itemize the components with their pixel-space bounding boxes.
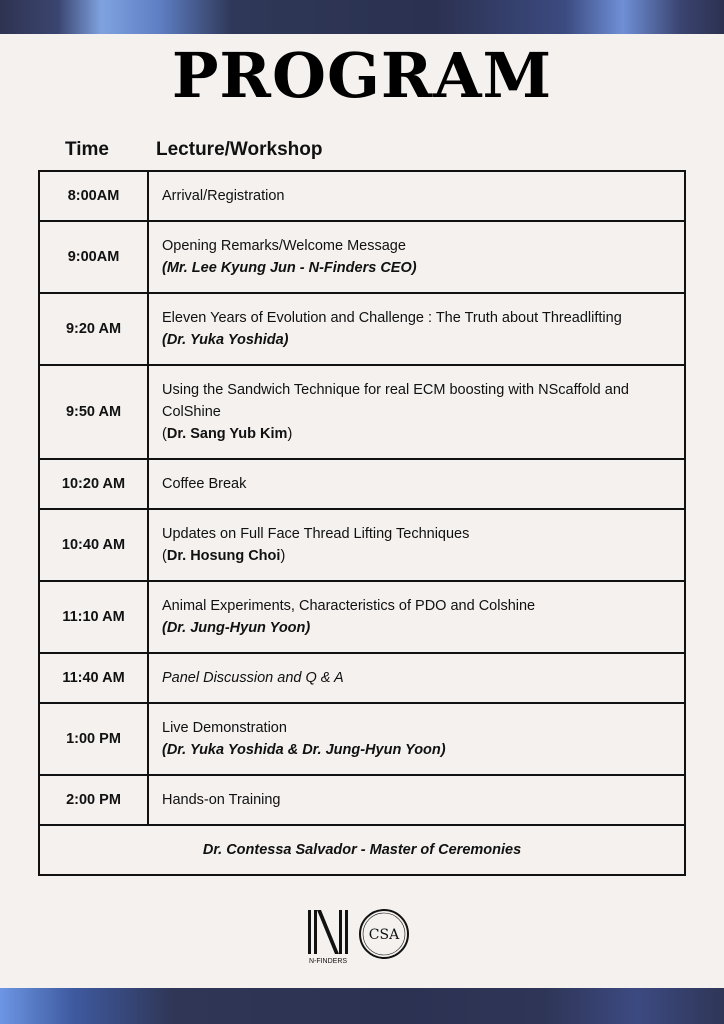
session-speaker: (Dr. Yuka Yoshida): [162, 332, 289, 348]
session-cell: [148, 293, 685, 365]
speaker-open-paren: (: [162, 548, 167, 564]
session-speaker: [162, 423, 676, 445]
session-cell: [148, 775, 685, 825]
table-row: [39, 171, 685, 221]
top-decorative-band: [0, 0, 724, 34]
table-row: [39, 509, 685, 581]
session-title: Coffee Break: [162, 476, 247, 492]
table-row: [39, 581, 685, 653]
session-title: Animal Experiments, Characteristics of PDO and Colshine: [162, 598, 536, 614]
session-title: Eleven Years of Evolution and Challenge : The Truth about Threadlifting: [162, 310, 622, 326]
table-row: [39, 775, 685, 825]
sponsor-logos: [306, 908, 416, 964]
time-cell: 1:00 PM: [39, 703, 148, 775]
n-finders-logo: [308, 910, 348, 964]
n-finders-caption: N-FINDERS: [308, 958, 348, 964]
session-cell: [148, 653, 685, 703]
time-cell: 11:40 AM: [39, 653, 148, 703]
time-column-header: Time: [65, 139, 110, 160]
table-row: [39, 825, 685, 875]
csa-monogram: CSA: [368, 927, 400, 943]
time-cell: 8:00AM: [39, 171, 148, 221]
table-row: [39, 653, 685, 703]
speaker-name: Dr. Hosung Choi: [166, 548, 281, 564]
session-title: Live Demonstration: [162, 720, 287, 736]
speaker-name: Dr. Sang Yub Kim: [166, 426, 288, 442]
bottom-decorative-band: [0, 988, 724, 1024]
session-title: Opening Remarks/Welcome Message: [162, 238, 406, 254]
page-title: PROGRAM: [171, 39, 553, 112]
time-cell: 2:00 PM: [39, 775, 148, 825]
speaker-close-paren: ): [280, 548, 286, 564]
session-cell: [148, 509, 685, 581]
session-cell: [148, 703, 685, 775]
master-of-ceremonies: Dr. Contessa Salvador - Master of Ceremonies: [39, 825, 685, 875]
session-speaker: (Mr. Lee Kyung Jun - N-Finders CEO): [162, 260, 417, 276]
session-cell: [148, 581, 685, 653]
schedule-table: [38, 170, 686, 876]
session-title: Updates on Full Face Thread Lifting Techniques: [162, 526, 470, 542]
csa-logo: [360, 910, 408, 958]
session-cell: [148, 459, 685, 509]
session-cell: [148, 171, 685, 221]
table-row: [39, 293, 685, 365]
session-title: Using the Sandwich Technique for real ECM boosting with NScaffold and ColShine: [162, 382, 629, 420]
time-cell: 9:50 AM: [39, 365, 148, 459]
session-speaker: (Dr. Jung-Hyun Yoon): [162, 620, 311, 636]
time-cell: 10:20 AM: [39, 459, 148, 509]
speaker-close-paren: ): [287, 426, 293, 442]
time-cell: 10:40 AM: [39, 509, 148, 581]
table-row: [39, 459, 685, 509]
speaker-open-paren: (: [162, 426, 167, 442]
table-row: [39, 221, 685, 293]
table-row: [39, 365, 685, 459]
session-cell: [148, 365, 685, 459]
session-title: Hands-on Training: [162, 792, 281, 808]
time-cell: 9:20 AM: [39, 293, 148, 365]
lecture-column-header: Lecture/Workshop: [156, 139, 323, 160]
time-cell: 11:10 AM: [39, 581, 148, 653]
session-speaker: (Dr. Yuka Yoshida & Dr. Jung-Hyun Yoon): [162, 742, 446, 758]
session-cell: [148, 221, 685, 293]
time-cell: 9:00AM: [39, 221, 148, 293]
session-title: Arrival/Registration: [162, 188, 285, 204]
session-speaker: [162, 545, 676, 567]
table-row: [39, 703, 685, 775]
session-title: Panel Discussion and Q & A: [162, 670, 344, 686]
